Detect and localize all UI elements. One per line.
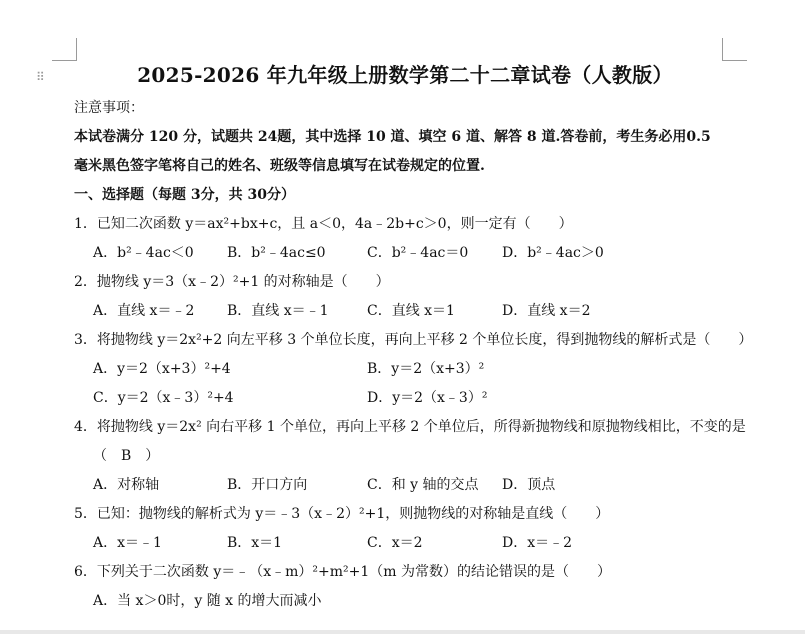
- q1-option-b: B．b²﹣4ac≤0: [227, 245, 326, 261]
- question-3-text: 3．将抛物线 y＝2x²+2 向左平移 3 个单位长度，再向上平移 2 个单位长度，得到抛物线的解析式是（ ）: [74, 332, 753, 348]
- q3-option-c: C．y＝2（x﹣3）²+4: [93, 390, 234, 406]
- notice-line-2: 毫米黑色签字笔将自己的姓名、班级等信息填写在试卷规定的位置.: [74, 158, 485, 174]
- q1-option-d: D．b²﹣4ac＞0: [502, 245, 604, 261]
- page-bottom-edge: [0, 630, 805, 634]
- question-4-answer: （ B ）: [93, 448, 160, 464]
- question-1-options: [74, 239, 736, 268]
- question-1-text: 1．已知二次函数 y＝ax²+bx+c，且 a＜0，4a﹣2b+c＞0，则一定有（ ）: [74, 216, 573, 232]
- q2-option-b: B．直线 x＝﹣1: [227, 303, 329, 319]
- question-4-text: 4．将抛物线 y＝2x² 向右平移 1 个单位，再向上平移 2 个单位后，所得新抛物线和原抛物线相比，不变的是: [74, 419, 746, 435]
- notice-line-1: 本试卷满分 120 分，试题共 24题，其中选择 10 道、填空 6 道、解答 8 道.答卷前，考生务必用0.5: [74, 129, 711, 145]
- page-title: 2025-2026 年九年级上册数学第二十二章试卷（人教版）: [137, 63, 673, 87]
- q4-option-d: D．顶点: [502, 477, 556, 493]
- q2-option-c: C．直线 x＝1: [367, 303, 455, 319]
- q4-option-b: B．开口方向: [227, 477, 308, 493]
- question-5-text: 5．已知：抛物线的解析式为 y＝﹣3（x﹣2）²+1，则抛物线的对称轴是直线（ ）: [74, 506, 610, 522]
- document-page[interactable]: [74, 56, 753, 616]
- question-6-text: 6．下列关于二次函数 y＝﹣（x﹣m）²+m²+1（m 为常数）的结论错误的是（ ）: [74, 564, 612, 580]
- question-2-text: 2．抛物线 y＝3（x﹣2）²+1 的对称轴是（ ）: [74, 274, 390, 290]
- q3-option-b: B．y＝2（x+3）²: [367, 361, 485, 377]
- q3-option-d: D．y＝2（x﹣3）²: [367, 390, 488, 406]
- question-3-options-row-2: [74, 384, 736, 413]
- q1-option-c: C．b²﹣4ac＝0: [367, 245, 469, 261]
- drag-handle-icon[interactable]: ⠿: [36, 70, 46, 84]
- q5-option-a: A．x＝﹣1: [93, 535, 162, 551]
- q1-option-a: A．b²﹣4ac＜0: [93, 245, 194, 261]
- q3-option-a: A．y＝2（x+3）²+4: [93, 361, 231, 377]
- q4-option-c: C．和 y 轴的交点: [367, 477, 479, 493]
- notice-heading: 注意事项：: [74, 100, 144, 116]
- q4-option-a: A．对称轴: [93, 477, 160, 493]
- q5-option-b: B．x＝1: [227, 535, 283, 551]
- question-5-options: [74, 529, 736, 558]
- q5-option-d: D．x＝﹣2: [502, 535, 573, 551]
- q5-option-c: C．x＝2: [367, 535, 423, 551]
- question-4-options: [74, 471, 736, 500]
- q2-option-d: D．直线 x＝2: [502, 303, 591, 319]
- question-3-options-row-1: [74, 355, 736, 384]
- question-2-options: [74, 297, 736, 326]
- q6-option-a: A．当 x＞0时，y 随 x 的增大而减小: [93, 593, 322, 609]
- section-heading-choice: 一、选择题（每题 3分，共 30分）: [74, 187, 295, 203]
- q2-option-a: A．直线 x＝﹣2: [93, 303, 195, 319]
